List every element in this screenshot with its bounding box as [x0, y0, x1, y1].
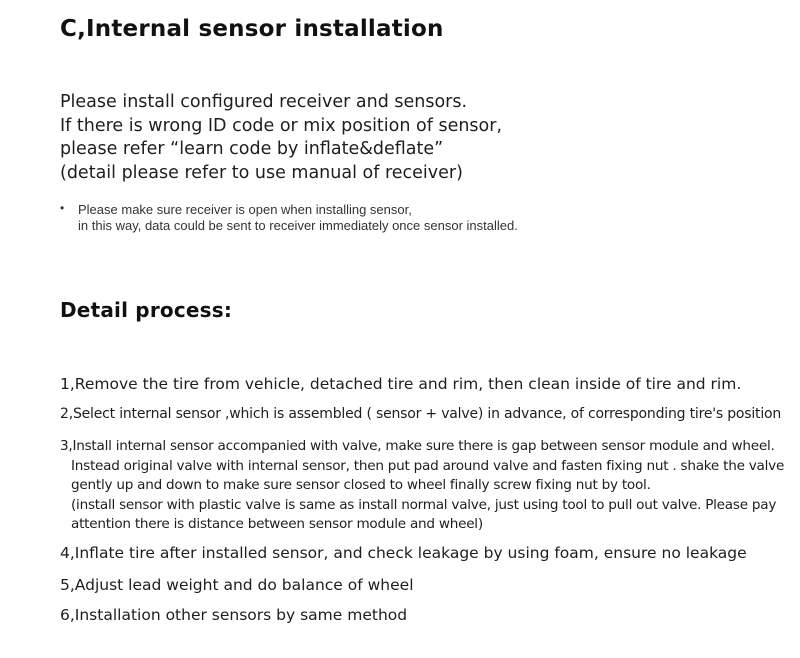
step-text: (install sensor with plastic valve is same as install normal valve, just using tool to pull out valve. Please pay [71, 496, 777, 513]
bullet-icon: • [60, 201, 65, 215]
section-title: C,Internal sensor installation [60, 16, 444, 42]
step-text: gently up and down to make sure sensor closed to wheel finally screw fixing nut by tool. [71, 477, 651, 493]
detail-heading: Detail process: [60, 298, 233, 322]
intro-line: If there is wrong ID code or mix position of sensor, [60, 115, 503, 136]
step-3 [60, 437, 784, 535]
step-text: 3,Install internal sensor accompanied with valve, make sure there is gap between sensor module and wheel. [60, 438, 775, 454]
step-5 [60, 576, 414, 596]
step-text: 5,Adjust lead weight and do balance of wheel [60, 576, 414, 594]
step-4 [60, 544, 747, 564]
intro-line: please refer “learn code by inflate&deflate” [60, 139, 444, 159]
note-line: Please make sure receiver is open when installing sensor, [78, 202, 412, 217]
step-text: attention there is distance between sensor module and wheel) [71, 516, 483, 532]
step-6 [60, 606, 407, 626]
installation-note [60, 202, 518, 233]
intro-paragraph [60, 91, 502, 185]
step-text: 1,Remove the tire from vehicle, detached tire and rim, then clean inside of tire and rim. [60, 375, 742, 393]
step-text: 2,Select internal sensor ,which is assembled ( sensor + valve) in advance, of corresponding tire's position [60, 406, 782, 422]
step-text: 4,Inflate tire after installed sensor, and check leakage by using foam, ensure no leakage [60, 544, 747, 562]
step-text: 6,Installation other sensors by same method [60, 606, 408, 624]
step-1 [60, 375, 741, 395]
intro-line: (detail please refer to use manual of receiver) [60, 162, 463, 183]
step-text: Instead original valve with internal sensor, then put pad around valve and fasten fixing nut . shake the valve [71, 457, 785, 474]
note-line: in this way, data could be sent to receiver immediately once sensor installed. [78, 217, 518, 233]
intro-line: Please install configured receiver and sensors. [60, 92, 468, 112]
step-2 [60, 405, 781, 425]
